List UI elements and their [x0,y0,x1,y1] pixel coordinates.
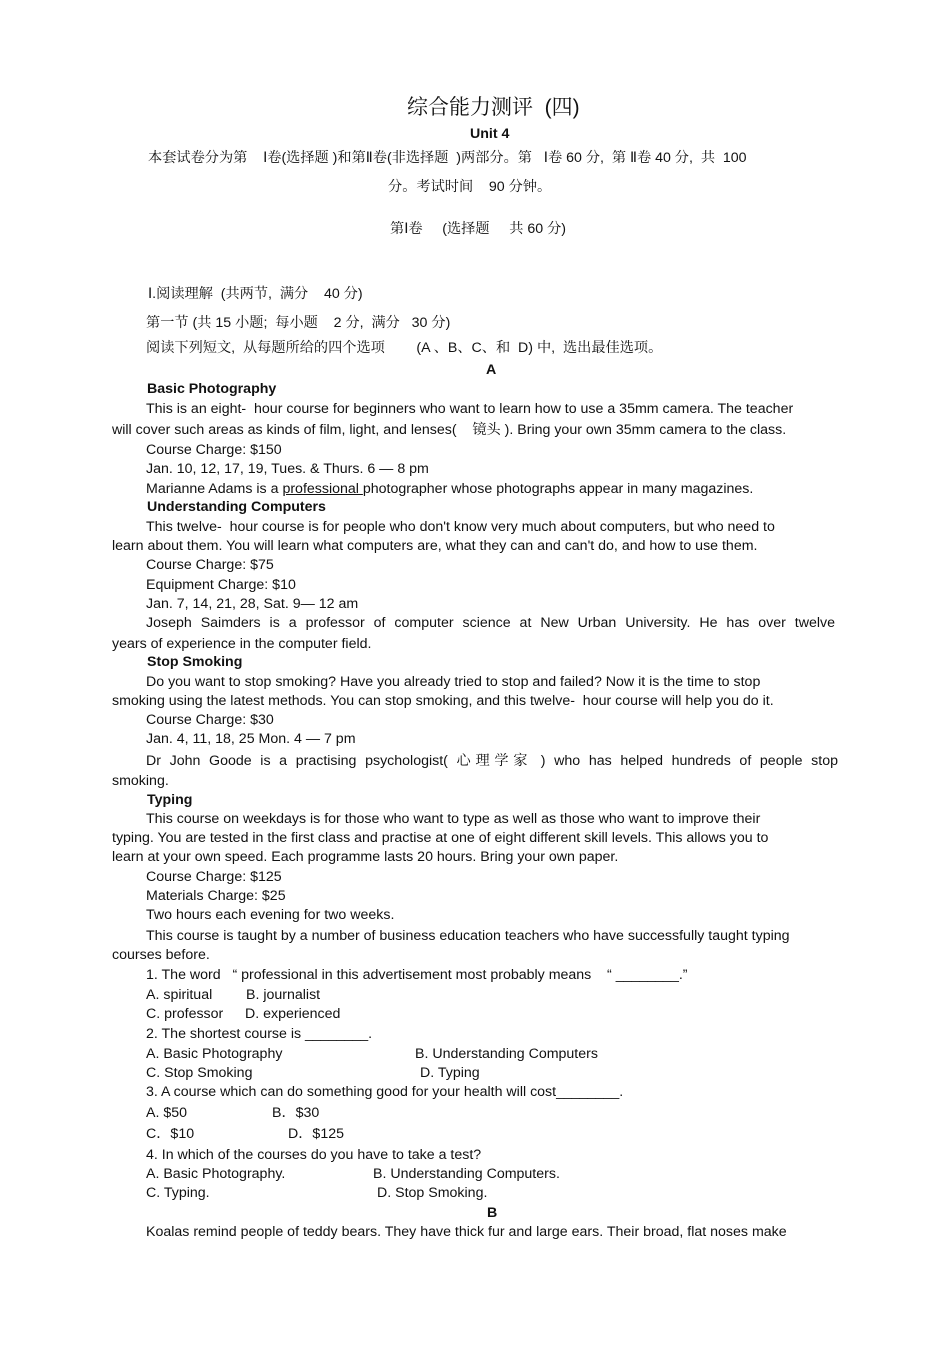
course-charge: Course Charge: $150 [146,442,282,458]
instruction: 阅读下列短文, 从每题所给的四个选项 (A 、B、C、和 D) 中, 选出最佳选项。 [146,340,663,356]
passage-label: B [487,1205,498,1221]
option: B. Understanding Computers [415,1046,598,1062]
course-charge: Course Charge: $125 [146,869,282,885]
question: 3. A course which can do something good for your health will cost________. [146,1084,624,1100]
page-title: 综合能力测评 (四) [407,96,580,119]
course-title: Stop Smoking [147,654,243,670]
option: A. spiritual [146,987,213,1003]
question: 4. In which of the courses do you have to take a test? [146,1147,482,1163]
course-desc: learn about them. You will learn what computers are, what they can and can't do, and how to use them. [112,538,758,554]
subsection-heading: 第一节 (共 15 小题; 每小题 2 分, 满分 30 分) [146,315,451,331]
passage-text: Koalas remind people of teddy bears. They have thick fur and large ears. Their broad, flat noses make [146,1224,787,1240]
course-title: Basic Photography [147,381,277,397]
course-title: Understanding Computers [147,499,326,515]
option: D. Typing [420,1065,480,1081]
intro-text: 本套试卷分为第 Ⅰ卷(选择题 )和第Ⅱ卷(非选择题 )两部分。第 Ⅰ卷 60 分, 第 Ⅱ卷 40 分, 共 100 [148,150,747,166]
option: C. Stop Smoking [146,1065,253,1081]
option: C. professor [146,1006,224,1022]
part-heading: Ⅰ.阅读理解 (共两节, 满分 40 分) [148,286,363,302]
course-teacher: courses before. [112,947,210,963]
question: 1. The word “ professional in this advertisement most probably means “ ________.” [146,967,688,983]
course-teacher: Dr John Goode is a practising psychologist( 心理学家 ) who has helped hundreds of people stop [146,753,838,769]
course-teacher: smoking. [112,773,169,789]
course-desc: typing. You are tested in the first class and practise at one of eight different skill levels. This allows you to [112,830,769,846]
course-desc: smoking using the latest methods. You can stop smoking, and this twelve- hour course will help you do it. [112,693,774,709]
option: B. Understanding Computers. [373,1166,560,1182]
option: A. Basic Photography. [146,1166,286,1182]
passage-label: A [486,362,497,378]
course-charge: Course Charge: $30 [146,712,274,728]
course-schedule: Jan. 7, 14, 21, 28, Sat. 9— 12 am [146,596,359,612]
course-desc: This is an eight- hour course for beginners who want to learn how to use a 35mm camera. The teacher [146,401,794,417]
course-title: Typing [147,792,193,808]
option: B. journalist [246,987,321,1003]
unit-label: Unit 4 [470,126,510,142]
course-schedule: Two hours each evening for two weeks. [146,907,395,923]
option: A. Basic Photography [146,1046,283,1062]
equipment-charge: Equipment Charge: $10 [146,577,296,593]
intro-text: 分。考试时间 90 分钟。 [388,179,552,195]
course-desc: will cover such areas as kinds of film, light, and lenses( 镜头 ). Bring your own 35mm camera to the class. [112,422,787,438]
course-charge: Course Charge: $75 [146,557,274,573]
course-desc: This course on weekdays is for those who want to type as well as those who want to improve their [146,811,761,827]
underlined-word: professional [282,481,363,497]
course-schedule: Jan. 4, 11, 18, 25 Mon. 4 — 7 pm [146,731,356,747]
volume-heading: 第Ⅰ卷 (选择题 共 60 分) [390,221,567,237]
course-desc: This twelve- hour course is for people who don't know very much about computers, but who need to [146,519,775,535]
course-teacher: This course is taught by a number of business education teachers who have successfully taught typing [146,928,790,944]
option: D. experienced [245,1006,341,1022]
course-desc: learn at your own speed. Each programme lasts 20 hours. Bring your own paper. [112,849,619,865]
option: D．$125 [288,1126,344,1142]
course-teacher: years of experience in the computer field. [112,636,372,652]
course-schedule: Jan. 10, 12, 17, 19, Tues. & Thurs. 6 — 8 pm [146,461,429,477]
option: C．$10 [146,1126,195,1142]
teacher-text: photographer whose photographs appear in many magazines. [362,481,754,497]
materials-charge: Materials Charge: $25 [146,888,286,904]
option: D. Stop Smoking. [377,1185,488,1201]
course-teacher [146,480,753,498]
option: A. $50 [146,1105,188,1121]
teacher-text: Marianne Adams is a [146,481,283,497]
question: 2. The shortest course is ________. [146,1026,373,1042]
option: B．$30 [272,1105,320,1121]
course-desc: Do you want to stop smoking? Have you already tried to stop and failed? Now it is the time to stop [146,674,761,690]
course-teacher: Joseph Saimders is a professor of computer science at New Urban University. He has over twelve [146,615,835,631]
option: C. Typing. [146,1185,210,1201]
